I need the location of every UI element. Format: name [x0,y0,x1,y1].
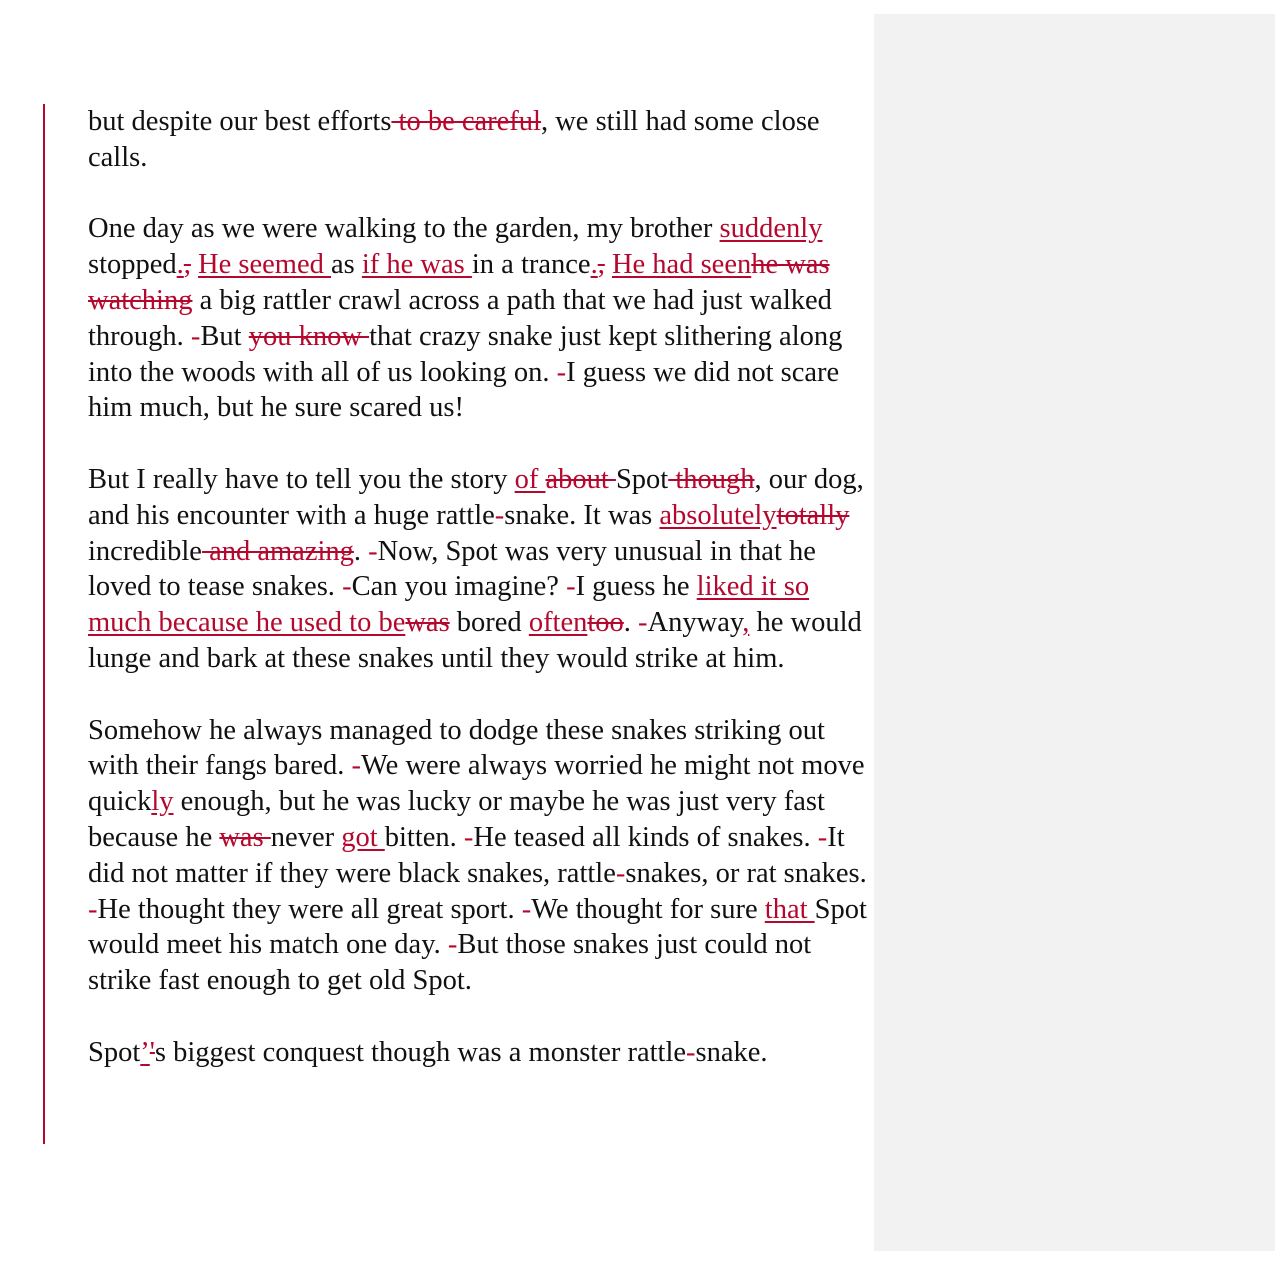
insertion: He had seen [611,249,752,281]
deletion-mark: - [494,499,505,531]
text-run: It did not matter if they were black snakes, rattle [88,821,845,889]
text-run: s biggest conquest though was a monster rattle [154,1036,687,1068]
deletion-mark: - [566,571,576,603]
text-run: , we still had some close calls. [88,106,820,173]
insertion: of [514,463,546,495]
text-run: snakes, or rat snakes. [625,857,867,889]
insertion: . [590,249,598,281]
deletion: to be careful [391,106,541,137]
deletion: totally [776,499,850,531]
deletion-mark: - [190,320,201,352]
text-run: but despite our best efforts [88,106,392,137]
text-run: But those snakes just could not strike fast enough to get old Spot. [88,929,812,997]
insertion: . [176,249,184,281]
deletion: ' [149,1036,155,1068]
text-run: , our dog, and his encounter with a huge rattle [88,463,864,531]
text-run: Spot would meet his match one day. [88,893,867,961]
text-run: Anyway [647,607,743,639]
deletion-mark: - [463,821,474,853]
deletion-mark: - [556,356,567,388]
text-run: He thought they were all great sport. [97,893,522,925]
text-run: . [623,607,639,639]
text-run: he would lunge and bark at these snakes until they would strike at him. [88,607,862,674]
text-run: Somehow he always managed to dodge these snakes striking out with their fangs bared. [88,714,825,782]
insertion: often [528,607,588,639]
text-run: I guess he [575,571,697,603]
insertion: got [341,821,385,853]
deletion-mark: - [817,821,828,853]
deletion: though [668,463,755,495]
deletion-mark: - [351,750,362,782]
text-run: But [200,320,249,352]
text-run: He teased all kinds of snakes. [473,821,818,853]
deletion: too [587,607,624,639]
text-run: . [353,535,369,567]
deletion-mark: - [368,535,378,567]
deletion-mark: - [521,893,532,925]
text-run: that crazy snake just kept slithering along into the woods with all of us looking on. [88,320,843,388]
text-run: in a trance [471,249,591,281]
text-run: We thought for sure [531,893,765,925]
comment-pane [874,14,1275,1251]
deletion-mark: - [638,607,648,639]
insertion: liked it so much because he used to be [88,571,810,639]
text-run: never [270,821,342,853]
deletion: you know [248,320,370,352]
text-run [605,249,612,280]
deletion: about [545,463,616,495]
text-run: Now, Spot was very unusual in that he loved to tease snakes. [88,535,816,603]
text-run: Spot [88,1036,141,1068]
text-run: incredible [88,535,202,567]
paragraph-3 [88,462,868,677]
text-run: Spot [615,463,669,495]
insertion: suddenly [719,213,823,245]
insertion: , [742,607,750,639]
text-run: a big rattler crawl across a path that we had just walked through. [88,284,832,352]
text-run: as [331,249,362,281]
text-run: snake. [695,1036,768,1068]
deletion: , [597,249,605,281]
insertion: ’ [140,1036,150,1068]
insertion: absolutely [659,499,777,531]
deletion: was [219,821,271,853]
text-run: Can you imagine? [351,571,567,603]
deletion-mark: - [686,1036,696,1068]
deletion: he was watching [88,249,830,316]
text-run: But I really have to tell you the story [88,463,515,495]
document-body [88,104,868,1071]
paragraph-4 [88,713,868,999]
text-run [191,249,198,280]
paragraph-5 [88,1035,868,1071]
insertion: if he was [361,249,472,281]
text-run: snake. It was [504,499,660,531]
text-run: bored [449,607,529,639]
insertion: He seemed [198,249,331,281]
text-run: We were always worried he might not move quick [88,750,865,818]
insertion: that [764,893,815,925]
deletion-mark: - [447,929,458,961]
paragraph-1 [88,104,868,176]
deletion-mark: - [342,571,352,603]
text-run: stopped [88,249,177,281]
deletion: was [405,607,450,639]
deletion: and amazing [201,535,354,567]
insertion: ly [151,786,174,818]
text-run: One day as we were walking to the garden, my brother [88,213,720,245]
deletion: , [183,249,191,281]
text-run: enough, but he was lucky or maybe he was just very fast because he [88,786,825,853]
paragraph-2 [88,211,868,426]
deletion-mark: - [88,893,98,925]
deletion-mark: - [615,857,626,889]
change-bar [43,104,45,1144]
text-run: I guess we did not scare him much, but he sure scared us! [88,356,840,424]
text-run: bitten. [384,821,464,853]
